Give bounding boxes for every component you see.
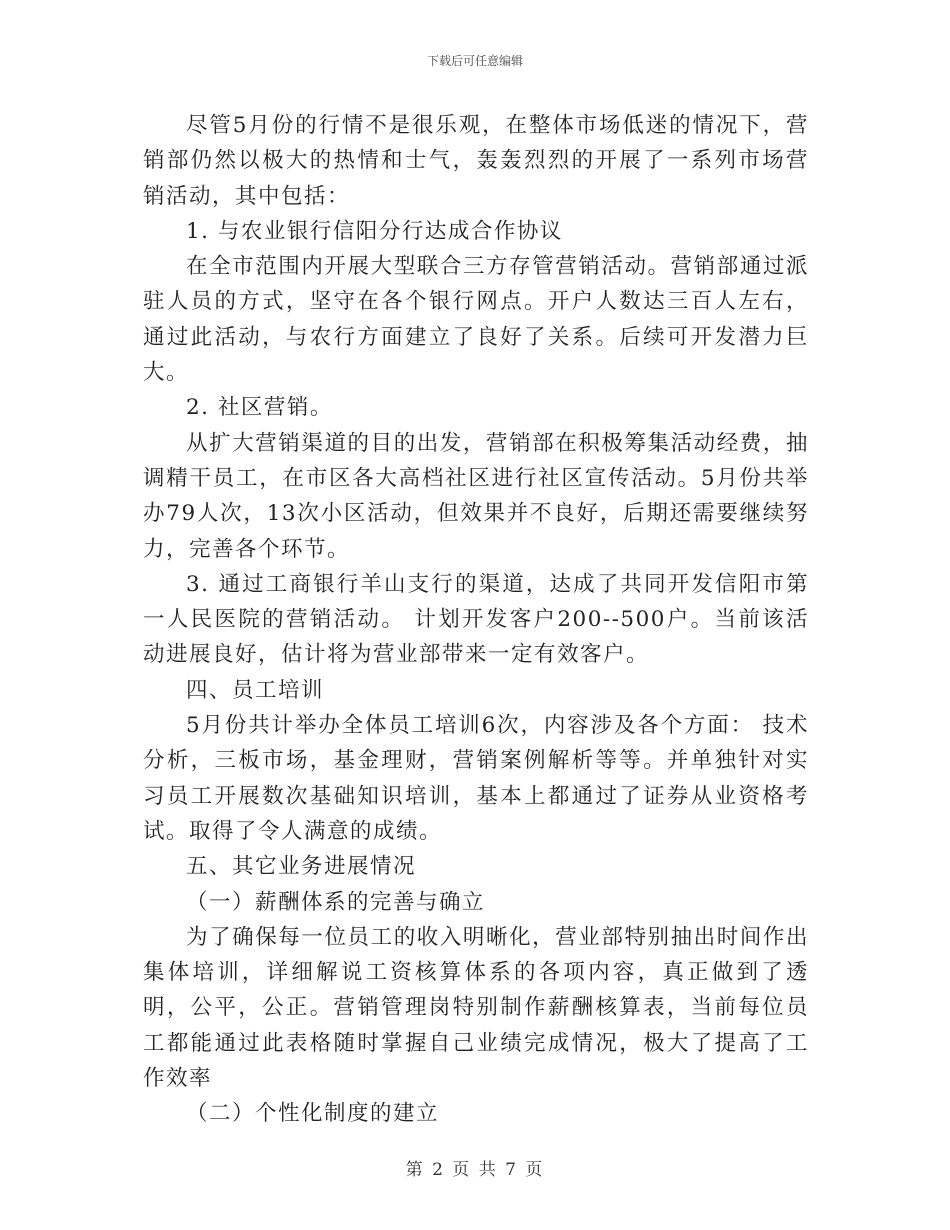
section-heading-training: 四、员工培训: [186, 677, 325, 703]
list-item-1-heading: 1. 与农业银行信阳分行达成合作协议: [186, 218, 563, 244]
paragraph-icbc-channel: 3. 通过工商银行羊山支行的渠道，达成了共同开发信阳市第一人民医院的营销活动。 计划开发客户200--500户。当前该活动进展良好，估计将为营业部带来一定有效客户。: [143, 571, 809, 668]
document-body: [143, 108, 809, 1132]
page-header-note: 下载后可任意编辑: [426, 54, 523, 68]
subheading-salary-system: （一）薪酬体系的完善与确立: [186, 889, 486, 915]
page-number-footer: 第 2 页 共 7 页: [405, 1160, 545, 1180]
paragraph-community-marketing: 从扩大营销渠道的目的出发，营销部在积极筹集活动经费，抽调精干员工，在市区各大高档社区进行社区宣传活动。5月份共举办79人次，13次小区活动，但效果并不良好，后期还需要继续努力，完善各个环节。: [143, 430, 809, 562]
paragraph-training: 5月份共计举办全体员工培训6次，内容涉及各个方面： 技术分析，三板市场，基金理财，营销案例解析等等。并单独针对实习员工开展数次基础知识培训，基本上都通过了证券从业资格考试。取得了令人满意的成绩。: [143, 713, 809, 844]
section-heading-other-business: 五、其它业务进展情况: [186, 854, 417, 880]
paragraph-intro: 尽管5月份的行情不是很乐观，在整体市场低迷的情况下，营销部仍然以极大的热情和士气，轰轰烈烈的开展了一系列市场营销活动，其中包括：: [143, 113, 809, 209]
list-item-2-heading: 2. 社区营销。: [186, 395, 333, 421]
paragraph-agri-bank: 在全市范围内开展大型联合三方存管营销活动。营销部通过派驻人员的方式，坚守在各个银行网点。开户人数达三百人左右，通过此活动，与农行方面建立了良好了关系。后续可开发潜力巨大。: [143, 254, 809, 386]
subheading-personalized-system: （二）个性化制度的建立: [186, 1101, 440, 1127]
paragraph-salary-system: 为了确保每一位员工的收入明晰化，营业部特别抽出时间作出集体培训，详细解说工资核算体系的各项内容，真正做到了透明，公平，公正。营销管理岗特别制作薪酬核算表，当前每位员工都能通过此表格随时掌握自己业绩完成情况，极大了提高了工作效率: [143, 924, 809, 1092]
